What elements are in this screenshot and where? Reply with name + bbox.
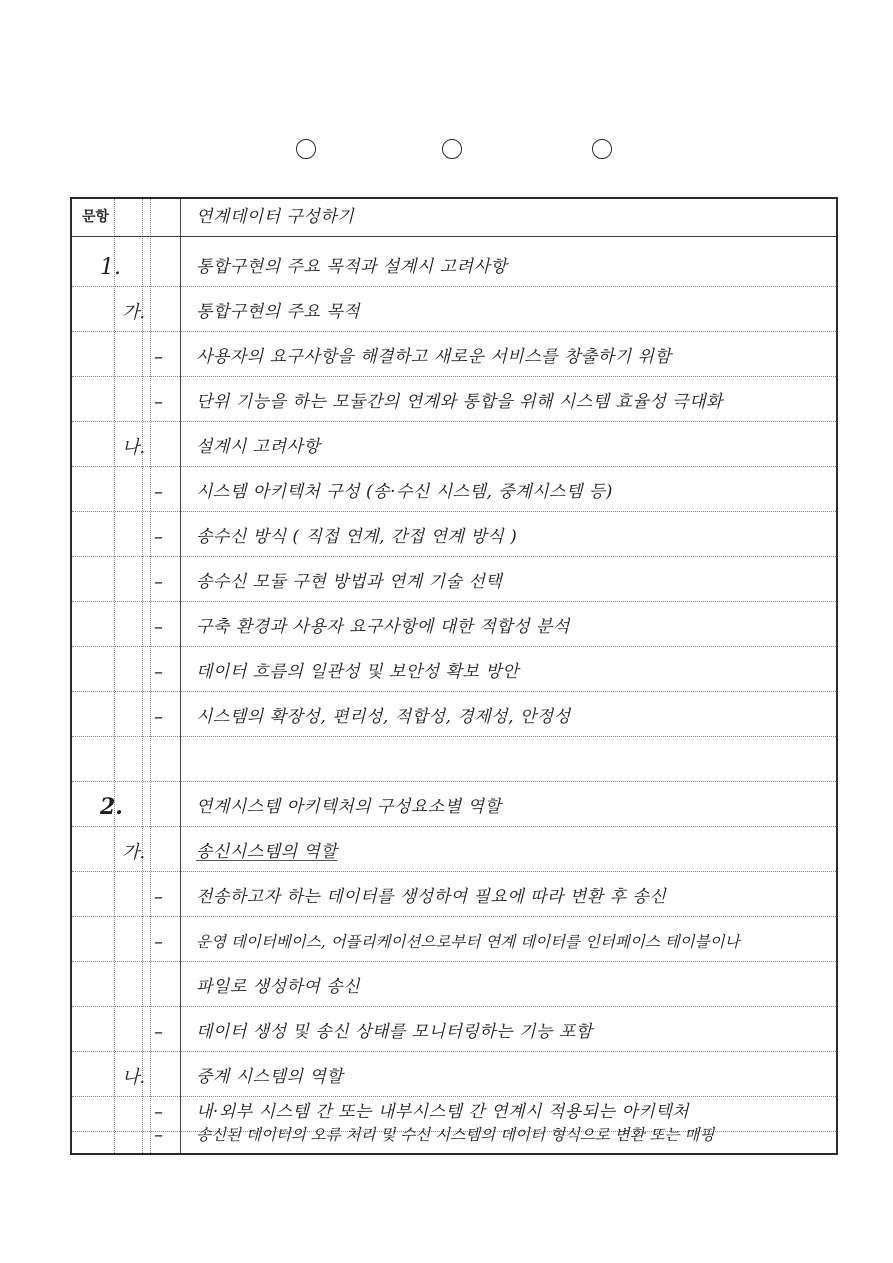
- list-item-text: 송신된 데이터의 오류 처리 및 수신 시스템의 데이터 형식으로 변환 또는 매핑: [196, 1126, 715, 1144]
- subsection-mark: 가.: [122, 842, 146, 863]
- subsection-row: [72, 429, 836, 467]
- list-item-text: 송수신 모듈 구현 방법과 연계 기술 선택: [196, 572, 503, 592]
- section-title: 통합구현의 주요 목적과 설계시 고려사항: [196, 257, 508, 277]
- list-item: [72, 519, 836, 557]
- bullet-dash: –: [154, 932, 163, 953]
- list-item-text: 데이터 생성 및 송신 상태를 모니터링하는 기능 포함: [196, 1022, 593, 1042]
- bullet-dash: –: [154, 1022, 163, 1043]
- list-item: [72, 1117, 836, 1155]
- bullet-dash: –: [154, 617, 163, 638]
- section-number: 1.: [100, 255, 121, 280]
- section-number: 2.: [100, 794, 123, 820]
- subsection-row: [72, 834, 836, 872]
- bullet-dash: –: [154, 392, 163, 413]
- subsection-title: 송신시스템의 역할: [196, 842, 338, 862]
- list-item-text: 전송하고자 하는 데이터를 생성하여 필요에 따라 변환 후 송신: [196, 887, 667, 907]
- list-item: [72, 564, 836, 602]
- subsection-title: 통합구현의 주요 목적: [196, 302, 361, 322]
- list-item: [72, 339, 836, 377]
- list-item-continuation: [72, 969, 836, 1007]
- punch-hole-circle: [442, 139, 462, 159]
- section-title: 연계시스템 아키텍처의 구성요소별 역할: [196, 797, 502, 817]
- list-item-text: 내·외부 시스템 간 또는 내부시스템 간 연계시 적용되는 아키텍처: [196, 1102, 690, 1122]
- blank-row: [72, 744, 836, 782]
- bullet-dash: –: [154, 887, 163, 908]
- bullet-dash: –: [154, 347, 163, 368]
- list-item-text: 운영 데이터베이스, 어플리케이션으로부터 연계 데이터를 인터페이스 테이블이나: [196, 933, 740, 951]
- bullet-dash: –: [154, 707, 163, 728]
- list-item-text: 구축 환경과 사용자 요구사항에 대한 적합성 분석: [196, 617, 570, 637]
- list-item-text: 파일로 생성하여 송신: [196, 977, 361, 997]
- document-title: 연계데이터 구성하기: [196, 207, 355, 227]
- list-item-text: 데이터 흐름의 일관성 및 보안성 확보 방안: [196, 662, 520, 682]
- punch-hole-circle: [296, 139, 316, 159]
- bullet-dash: –: [154, 1102, 163, 1123]
- subsection-row: [72, 1059, 836, 1097]
- list-item-text: 시스템 아키텍처 구성 (송·수신 시스템, 중계시스템 등): [196, 482, 613, 502]
- punch-hole-circle: [592, 139, 612, 159]
- bullet-dash: –: [154, 527, 163, 548]
- list-item: [72, 654, 836, 692]
- subsection-mark: 나.: [122, 1067, 146, 1088]
- list-item: [72, 384, 836, 422]
- list-item-text: 단위 기능을 하는 모듈간의 연계와 통합을 위해 시스템 효율성 극대화: [196, 392, 723, 412]
- subsection-title: 중계 시스템의 역할: [196, 1067, 344, 1087]
- list-item: [72, 924, 836, 962]
- list-item-text: 송수신 방식 ( 직접 연계, 간접 연계 방식 ): [196, 527, 518, 547]
- list-item: [72, 474, 836, 512]
- section-row: [72, 789, 836, 827]
- header-label: 문항: [82, 209, 110, 225]
- bullet-dash: –: [154, 482, 163, 503]
- bullet-dash: –: [154, 1125, 163, 1146]
- subsection-mark: 나.: [122, 437, 146, 458]
- list-item: [72, 609, 836, 647]
- punch-holes: [0, 0, 893, 200]
- list-item-text: 시스템의 확장성, 편리성, 적합성, 경제성, 안정성: [196, 707, 571, 727]
- list-item: [72, 879, 836, 917]
- answer-sheet: [70, 197, 838, 1155]
- subsection-row: [72, 294, 836, 332]
- bullet-dash: –: [154, 662, 163, 683]
- list-item: [72, 1014, 836, 1052]
- bullet-dash: –: [154, 572, 163, 593]
- section-row: [72, 249, 836, 287]
- header-row: [72, 199, 836, 237]
- subsection-title: 설계시 고려사항: [196, 437, 321, 457]
- list-item-text: 사용자의 요구사항을 해결하고 새로운 서비스를 창출하기 위함: [196, 347, 672, 367]
- list-item: [72, 699, 836, 737]
- subsection-mark: 가.: [122, 302, 146, 323]
